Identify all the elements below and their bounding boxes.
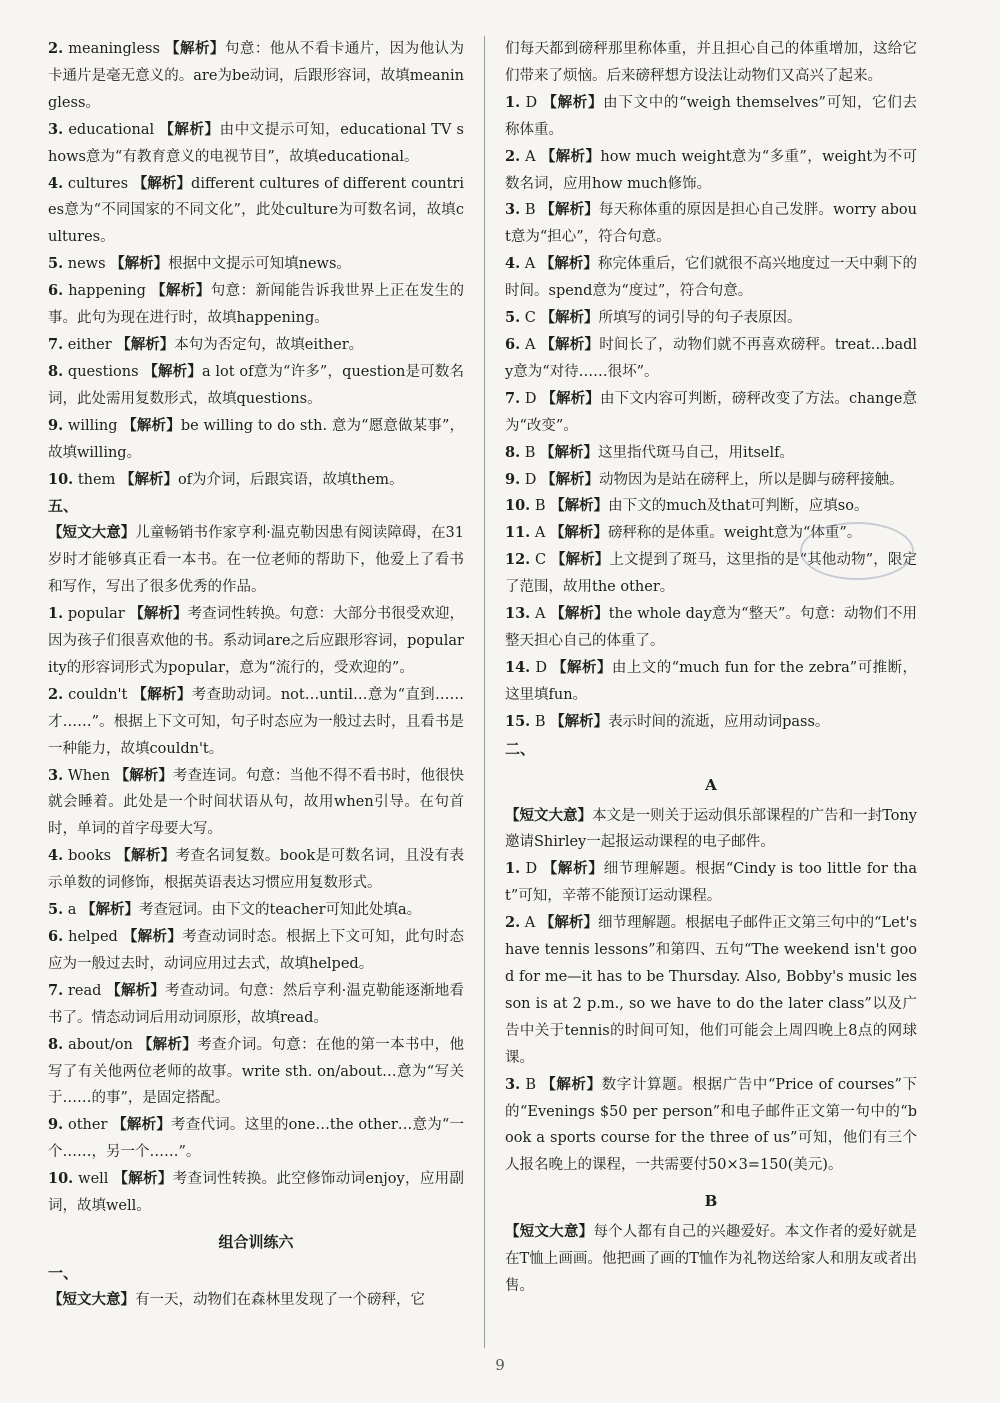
item-number: 2.	[48, 40, 64, 57]
analysis-text: 由下文的much及that可判断，应填so。	[608, 498, 869, 515]
analysis-text: 数字计算题。根据广告中“Price of courses”下的“Evenings $50 per person”和电子邮件正文第一句中的“book a sports course for the three of us”可知，他们有三个人报名晚上的课程，一共需要付50×3=150(美元)。	[505, 1076, 918, 1174]
summary-tag: 【短文大意】	[48, 524, 136, 542]
item-answer: B	[525, 1076, 537, 1093]
answer-item	[505, 856, 917, 910]
analysis-tag: 【解析】	[541, 1075, 602, 1093]
item-answer: D	[525, 861, 538, 878]
analysis-text: 每天称体重的原因是担心自己发胖。worry about意为“担心”，符合句意。	[505, 202, 918, 246]
item-answer: books	[68, 848, 112, 865]
item-answer: A	[524, 336, 536, 353]
answer-item	[48, 897, 464, 924]
summary-text: 儿童畅销书作家亨利·温克勒因患有阅读障碍，在31岁时才能够真正看一本书。在一位老师的帮助下，他爱上了看书和写作，写出了很多优秀的作品。	[48, 525, 464, 596]
analysis-text: be willing to do sth. 意为“愿意做某事”，故填willing。	[48, 417, 465, 461]
answer-item	[505, 493, 917, 520]
analysis-tag: 【解析】	[137, 1035, 198, 1053]
answer-item	[48, 117, 464, 171]
item-number: 2.	[505, 147, 521, 165]
answer-item	[48, 978, 464, 1032]
summary-text: 有一天，动物们在森林里发现了一个磅秤，它	[135, 1291, 425, 1308]
analysis-tag: 【解析】	[116, 335, 175, 353]
passage-summary	[505, 1219, 917, 1300]
continued-text: 们每天都到磅秤那里称体重，并且担心自己的体重增加，这给它们带来了烦恼。后来磅秤想方设法让动物们又高兴了起来。	[505, 41, 917, 84]
analysis-text: 本句为否定句，故填either。	[174, 336, 364, 353]
item-number: 10.	[505, 497, 531, 515]
section-heading: 二、	[505, 739, 536, 758]
analysis-text: 所填写的词引导的句子表原因。	[598, 310, 802, 327]
analysis-tag: 【解析】	[119, 470, 178, 488]
answer-item	[48, 251, 464, 278]
analysis-tag: 【解析】	[550, 712, 609, 730]
analysis-text: 考查动词。句意：然后亨利·温克勒能逐渐地看书了。情态动词后用动词原形，故填read。	[48, 982, 465, 1026]
summary-tag: 【短文大意】	[48, 1290, 135, 1308]
item-answer: D	[524, 471, 537, 488]
item-answer: popular	[67, 606, 125, 623]
answer-item	[505, 709, 917, 736]
item-number: 4.	[48, 847, 64, 865]
summary-text: 本文是一则关于运动俱乐部课程的广告和一封Tony邀请Shirley一起报运动课程的电子邮件。	[505, 807, 917, 851]
item-number: 10.	[48, 1170, 74, 1188]
item-number: 9.	[48, 1116, 64, 1134]
answer-item	[48, 682, 464, 763]
answer-item	[505, 251, 917, 305]
analysis-tag: 【解析】	[549, 524, 608, 542]
centered-title: B	[704, 1192, 718, 1211]
analysis-text: 由中文提示可知，educational TV shows意为“有教育意义的电视节目”，故填educational。	[48, 121, 464, 165]
answer-item	[48, 413, 464, 467]
analysis-tag: 【解析】	[122, 416, 181, 434]
item-answer: meaningless	[68, 41, 160, 57]
item-answer: B	[524, 202, 536, 219]
page-number: 9	[495, 1356, 505, 1374]
item-number: 15.	[505, 712, 531, 730]
section-heading: 五、	[48, 497, 79, 516]
answer-item	[505, 90, 917, 144]
item-answer: a	[67, 902, 77, 919]
answer-item	[505, 655, 917, 709]
item-answer: B	[534, 498, 546, 515]
analysis-text: 考查名词复数。book是可数名词，且没有表示单数的词修饰，根据英语表达习惯应用复数形式。	[48, 848, 464, 892]
analysis-tag: 【解析】	[550, 605, 609, 623]
analysis-tag: 【解析】	[122, 928, 183, 945]
item-number: 8.	[505, 443, 521, 461]
item-answer: A	[534, 606, 546, 623]
analysis-text: 动物因为是站在磅秤上，所以是脚与磅秤接触。	[599, 471, 904, 488]
analysis-tag: 【解析】	[539, 255, 598, 273]
analysis-text: different cultures of different countries意为“不同国家的不同文化”，此处culture为可数名词，故填cultures。	[48, 175, 464, 246]
item-number: 1.	[505, 93, 521, 111]
item-answer: read	[67, 982, 102, 999]
answer-item	[48, 843, 464, 897]
analysis-tag: 【解析】	[132, 685, 192, 703]
item-answer: A	[524, 256, 536, 273]
item-number: 3.	[505, 1075, 521, 1093]
item-number: 6.	[48, 928, 64, 945]
analysis-tag: 【解析】	[541, 470, 599, 488]
analysis-tag: 【解析】	[116, 847, 176, 865]
item-number: 4.	[505, 255, 521, 273]
analysis-tag: 【解析】	[143, 362, 202, 380]
item-answer: couldn't	[68, 686, 128, 703]
answer-item	[505, 305, 917, 332]
answer-item	[505, 440, 917, 467]
item-answer: well	[78, 1171, 109, 1188]
analysis-tag: 【解析】	[539, 914, 599, 932]
item-number: 2.	[48, 685, 64, 703]
answer-item	[48, 763, 464, 844]
analysis-text: 考查助动词。not…until…意为“直到……才……”。根据上下文可知，句子时态应为一般过去时，且看书是一种能力，故填couldn't。	[48, 686, 465, 757]
analysis-tag: 【解析】	[550, 551, 610, 569]
analysis-text: 考查连词。句意：当他不得不看书时，他很快就会睡着。此处是一个时间状语从句，故用when引导。在句首时，单词的首字母要大写。	[48, 767, 465, 838]
item-number: 10.	[48, 470, 74, 488]
item-number: 12.	[505, 551, 531, 569]
analysis-text: 由下文中的“weigh themselves”可知，它们去称体重。	[505, 94, 918, 138]
analysis-tag: 【解析】	[159, 120, 220, 138]
answer-item	[505, 144, 917, 198]
answer-item	[48, 171, 464, 252]
centered-title: 组合训练六	[218, 1232, 294, 1251]
seal-stamp	[800, 522, 914, 580]
column-divider	[484, 36, 485, 1348]
answer-item	[48, 924, 464, 978]
analysis-text: 考查代词。这里的one…the other…意为“一个……，另一个……”。	[48, 1117, 465, 1161]
analysis-tag: 【解析】	[550, 497, 609, 515]
analysis-tag: 【解析】	[540, 309, 599, 327]
item-answer: C	[524, 310, 536, 327]
item-number: 5.	[48, 901, 64, 919]
item-answer: D	[525, 94, 538, 111]
item-number: 9.	[505, 470, 521, 488]
analysis-text: 细节理解题。根据“Cindy is too little for that”可知，辛蒂不能预订运动课程。	[505, 861, 918, 905]
item-number: 7.	[48, 981, 64, 999]
item-number: 1.	[505, 860, 521, 878]
item-number: 1.	[48, 605, 64, 623]
analysis-text: 细节理解题。根据电子邮件正文第三句中的“Let's have tennis lessons”和第四、五句“The weekend isn't good for me—it has to be Thursday. Also, Bobby's music lesson is at 2 p.m., so we have to do the later class”以及广告中关于tennis的时间可知，他们可能会上周四晚上8点的网球课。	[505, 915, 917, 1066]
analysis-tag: 【解析】	[132, 174, 192, 192]
section-heading: 一、	[48, 1263, 79, 1282]
item-answer: D	[524, 390, 537, 407]
item-answer: either	[67, 336, 112, 353]
analysis-tag: 【解析】	[110, 255, 169, 273]
item-answer: willing	[67, 417, 118, 434]
summary-tag: 【短文大意】	[505, 806, 593, 824]
item-number: 6.	[48, 282, 64, 300]
item-number: 7.	[505, 389, 521, 407]
analysis-tag: 【解析】	[112, 1116, 172, 1134]
item-number: 4.	[48, 174, 64, 192]
item-number: 3.	[48, 120, 64, 138]
item-number: 11.	[505, 524, 531, 542]
analysis-text: how much weight意为“多重”，weight为不可数名词，应用how much修饰。	[505, 148, 918, 192]
item-answer: educational	[68, 121, 155, 138]
item-number: 3.	[505, 201, 521, 219]
analysis-text: 考查动词时态。根据上下文可知，此句时态应为一般过去时，动词应用过去式，故填helped。	[48, 929, 465, 972]
analysis-tag: 【解析】	[540, 201, 599, 219]
passage-summary	[505, 803, 917, 857]
right-column	[505, 36, 917, 1300]
analysis-tag: 【解析】	[541, 389, 600, 407]
answer-item	[48, 467, 464, 494]
answer-item	[505, 910, 917, 1071]
passage-summary	[48, 520, 464, 601]
item-number: 5.	[505, 309, 521, 327]
item-answer: A	[525, 148, 536, 165]
item-number: 8.	[48, 362, 64, 380]
analysis-text: 句意：新闻能告诉我世界上正在发生的事。此句为现在进行时，故填happening。	[48, 283, 465, 327]
answer-item	[505, 197, 917, 251]
analysis-tag: 【解析】	[540, 443, 599, 461]
analysis-text: 时间长了，动物们就不再喜欢磅秤。treat…badly意为“对待……很坏”。	[505, 336, 918, 380]
analysis-text: 句意：他从不看卡通片，因为他认为卡通片是毫无意义的。are为be动词，后跟形容词，故填meaningless。	[48, 41, 465, 111]
analysis-tag: 【解析】	[106, 981, 166, 999]
answer-item	[505, 1072, 917, 1180]
analysis-tag: 【解析】	[542, 93, 604, 111]
answer-item	[48, 1112, 464, 1166]
item-number: 6.	[505, 335, 521, 353]
item-answer: C	[534, 552, 547, 569]
analysis-text: 上文提到了斑马，这里指的是“其他动物”，限定了范围，故用the other。	[505, 552, 918, 596]
centered-title: A	[705, 775, 717, 794]
item-answer: B	[534, 713, 546, 730]
analysis-tag: 【解析】	[113, 1170, 173, 1188]
analysis-tag: 【解析】	[165, 40, 225, 57]
item-answer: helped	[68, 929, 118, 945]
item-answer: them	[77, 471, 116, 488]
analysis-tag: 【解析】	[540, 335, 600, 353]
summary-tag: 【短文大意】	[505, 1223, 594, 1241]
item-number: 14.	[505, 658, 531, 676]
left-column	[48, 36, 464, 1314]
item-answer: D	[535, 659, 547, 676]
item-answer: When	[67, 767, 110, 784]
item-number: 2.	[505, 914, 521, 932]
analysis-text: 磅秤称的是体重。weight意为“体重”。	[607, 525, 862, 542]
analysis-tag: 【解析】	[129, 605, 188, 623]
item-answer: questions	[67, 363, 139, 380]
item-answer: news	[67, 256, 106, 273]
analysis-tag: 【解析】	[542, 860, 604, 878]
answer-item	[505, 386, 917, 440]
item-answer: about/on	[68, 1036, 133, 1053]
analysis-text: a lot of意为“许多”，question是可数名词，此处需用复数形式，故填questions。	[48, 363, 465, 407]
item-number: 7.	[48, 335, 64, 353]
analysis-text: 考查介词。句意：在他的第一本书中，他写了有关他两位老师的故事。write sth. on/about…意为“写关于……的事”，是固定搭配。	[48, 1036, 465, 1107]
analysis-text: 考查冠词。由下文的teacher可知此处填a。	[139, 902, 422, 919]
analysis-text: 考查词性转换。此空修饰动词enjoy，应用副词，故填well。	[48, 1171, 465, 1215]
answer-item	[48, 1032, 464, 1113]
analysis-tag: 【解析】	[540, 147, 601, 165]
analysis-text: 由下文内容可判断，磅秤改变了方法。change意为“改变”。	[505, 390, 918, 434]
analysis-text: of为介词，后跟宾语，故填them。	[177, 471, 404, 488]
answer-item	[48, 332, 464, 359]
analysis-text: 这里指代斑马自己，用itself。	[598, 444, 795, 461]
analysis-text: 表示时间的流逝，应用动词pass。	[608, 713, 830, 730]
answer-item	[48, 278, 464, 332]
item-number: 3.	[48, 766, 64, 784]
analysis-tag: 【解析】	[114, 766, 173, 784]
analysis-tag: 【解析】	[81, 901, 140, 919]
analysis-text: the whole day意为“整天”。句意：动物们不用整天担心自己的体重了。	[505, 606, 918, 649]
passage-summary	[48, 1287, 464, 1314]
answer-item	[48, 359, 464, 413]
item-answer: other	[67, 1117, 108, 1134]
answer-item	[48, 36, 464, 117]
analysis-tag: 【解析】	[150, 282, 211, 300]
analysis-text: 称完体重后，它们就很不高兴地度过一天中剩下的时间。spend意为“度过”，符合句意。	[505, 256, 918, 300]
analysis-text: 考查词性转换。句意：大部分书很受欢迎，因为孩子们很喜欢他的书。系动词are之后应跟形容词，popularity的形容词形式为popular，意为“流行的，受欢迎的”。	[48, 606, 465, 676]
item-answer: B	[524, 444, 536, 461]
item-answer: A	[534, 525, 546, 542]
analysis-tag: 【解析】	[552, 658, 612, 676]
item-answer: happening	[68, 283, 146, 300]
item-number: 5.	[48, 255, 64, 273]
analysis-text: 根据中文提示可知填news。	[168, 256, 351, 273]
answer-item	[505, 467, 917, 494]
answer-item	[48, 1166, 464, 1220]
answer-item	[505, 601, 917, 655]
item-answer: cultures	[67, 175, 129, 192]
item-number: 13.	[505, 605, 531, 623]
answer-item	[505, 332, 917, 386]
item-number: 9.	[48, 416, 64, 434]
analysis-text: 由上文的“much fun for the zebra”可推断，这里填fun。	[505, 659, 918, 703]
summary-text: 每个人都有自己的兴趣爱好。本文作者的爱好就是在T恤上画画。他把画了画的T恤作为礼物送给家人和朋友或者出售。	[505, 1224, 918, 1295]
item-answer: A	[524, 915, 536, 932]
answer-item	[48, 601, 464, 682]
item-number: 8.	[48, 1035, 64, 1053]
